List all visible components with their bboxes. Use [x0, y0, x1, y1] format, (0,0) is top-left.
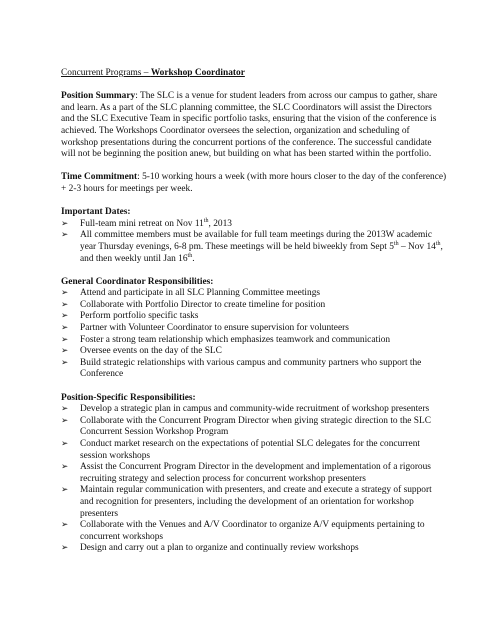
date-suffix: th	[435, 240, 441, 247]
list-item	[61, 335, 447, 347]
list-item-text: Perform portfolio specific tasks	[80, 311, 199, 322]
important-dates-list	[61, 219, 447, 265]
date-text-end: , 2013	[208, 218, 232, 229]
list-item-text: Develop a strategic plan in campus and community-wide recruitment of workshop presenters	[80, 404, 430, 415]
list-item-text: Collaborate with Portfolio Director to create timeline for position	[80, 299, 326, 310]
arrow-bullet-icon: ➢	[61, 288, 69, 299]
date-suffix: th	[203, 217, 209, 224]
title-prefix: Concurrent Programs –	[61, 68, 151, 78]
position-summary	[61, 91, 447, 161]
arrow-bullet-icon: ➢	[61, 543, 69, 554]
list-item	[61, 230, 447, 265]
date-suffix: th	[393, 240, 399, 247]
time-label: Time Commitment	[61, 172, 138, 183]
list-item	[61, 323, 447, 335]
arrow-bullet-icon: ➢	[61, 485, 69, 496]
list-item-text: Maintain regular communication with presenters, and create and execute a strategy of support and recognition for presenters, including the development of an orientation for workshop presenters	[80, 485, 432, 519]
meetings-text: All committee members must be available for full team meetings during the 2013W academic year Thursday evenings, 6-8 pm. These meetings will be held biweekly from Sept 5	[80, 230, 433, 252]
list-item	[61, 346, 447, 358]
document-title	[61, 68, 447, 80]
meetings-text: – Nov 14	[398, 241, 436, 252]
arrow-bullet-icon: ➢	[61, 218, 69, 229]
meetings-text: , and then weekly until Jan 16	[80, 241, 443, 264]
arrow-bullet-icon: ➢	[61, 299, 69, 310]
list-item-text: Design and carry out a plan to organize and continually review workshops	[80, 543, 359, 554]
general-responsibilities-heading: General Coordinator Responsibilities:	[61, 276, 214, 287]
arrow-bullet-icon: ➢	[61, 357, 69, 368]
list-item	[61, 543, 447, 555]
list-item-text: Oversee events on the day of the SLC	[80, 346, 222, 357]
list-item	[61, 219, 447, 231]
list-item	[61, 404, 447, 416]
list-item	[61, 300, 447, 312]
arrow-bullet-icon: ➢	[61, 439, 69, 449]
list-item-text: Partner with Volunteer Coordinator to ensure supervision for volunteers	[80, 323, 349, 334]
list-item	[61, 358, 447, 381]
list-item-text: Conduct market research on the expectations of potential SLC delegates for the concurrent session workshops	[80, 439, 420, 461]
arrow-bullet-icon: ➢	[61, 520, 69, 531]
list-item-text: Build strategic relationships with various campus and community partners who support the Conference	[80, 357, 422, 380]
arrow-bullet-icon: ➢	[61, 404, 69, 415]
summary-text: : The SLC is a venue for student leaders from across our campus to gather, share and learn. As a part of the SLC planning committee, the SLC Coordinators will assist the Directors and the SLC Executive Team in specific portfolio tasks, ensuring that the vision of the conference is achieved. The Workshops Coordinator oversees the selection, organization and scheduling of workshop presentations during the concurrent portions of the conference. The successful candidate will not be beginning the position anew, but building on what has been started within the portfolio.	[61, 91, 438, 160]
list-item	[61, 439, 447, 462]
general-responsibilities-section	[61, 277, 447, 381]
list-item-text: Assist the Concurrent Program Director in the development and implementation of a rigorous recruiting strategy and selection process for concurrent workshop presenters	[80, 462, 431, 484]
meetings-text: .	[192, 253, 195, 264]
general-responsibilities-list	[61, 288, 447, 381]
arrow-bullet-icon: ➢	[61, 462, 69, 473]
list-item	[61, 462, 447, 485]
date-text: Full-team mini retreat on Nov 11	[80, 218, 204, 229]
list-item-text: Foster a strong team relationship which emphasizes teamwork and communication	[80, 334, 391, 345]
arrow-bullet-icon: ➢	[61, 311, 69, 322]
arrow-bullet-icon: ➢	[61, 230, 69, 241]
list-item	[61, 520, 447, 543]
list-item	[61, 311, 447, 323]
list-item-text: Attend and participate in all SLC Planning Committee meetings	[80, 288, 321, 299]
list-item	[61, 288, 447, 300]
arrow-bullet-icon: ➢	[61, 415, 69, 426]
list-item-text: Collaborate with the Venues and A/V Coordinator to organize A/V equipments pertaining to concurrent workshops	[80, 520, 425, 542]
list-item	[61, 485, 447, 520]
arrow-bullet-icon: ➢	[61, 334, 69, 345]
specific-responsibilities-list	[61, 404, 447, 555]
arrow-bullet-icon: ➢	[61, 323, 69, 334]
important-dates-heading: Important Dates:	[61, 207, 131, 218]
summary-label: Position Summary	[61, 91, 136, 102]
specific-responsibilities-heading: Position-Specific Responsibilities:	[61, 392, 196, 403]
important-dates-section	[61, 207, 447, 265]
date-suffix: th	[187, 252, 193, 259]
list-item-text: Collaborate with the Concurrent Program Director when giving strategic direction to the SLC Concurrent Session Workshop Program	[80, 415, 431, 438]
specific-responsibilities-section	[61, 393, 447, 555]
title-role: Workshop Coordinator	[150, 68, 245, 78]
list-item	[61, 416, 447, 439]
time-text: : 5-10 working hours a week (with more hours closer to the day of the conference) + 2-3 hours for meetings per week.	[61, 172, 447, 194]
arrow-bullet-icon: ➢	[61, 346, 69, 357]
time-commitment	[61, 172, 447, 195]
